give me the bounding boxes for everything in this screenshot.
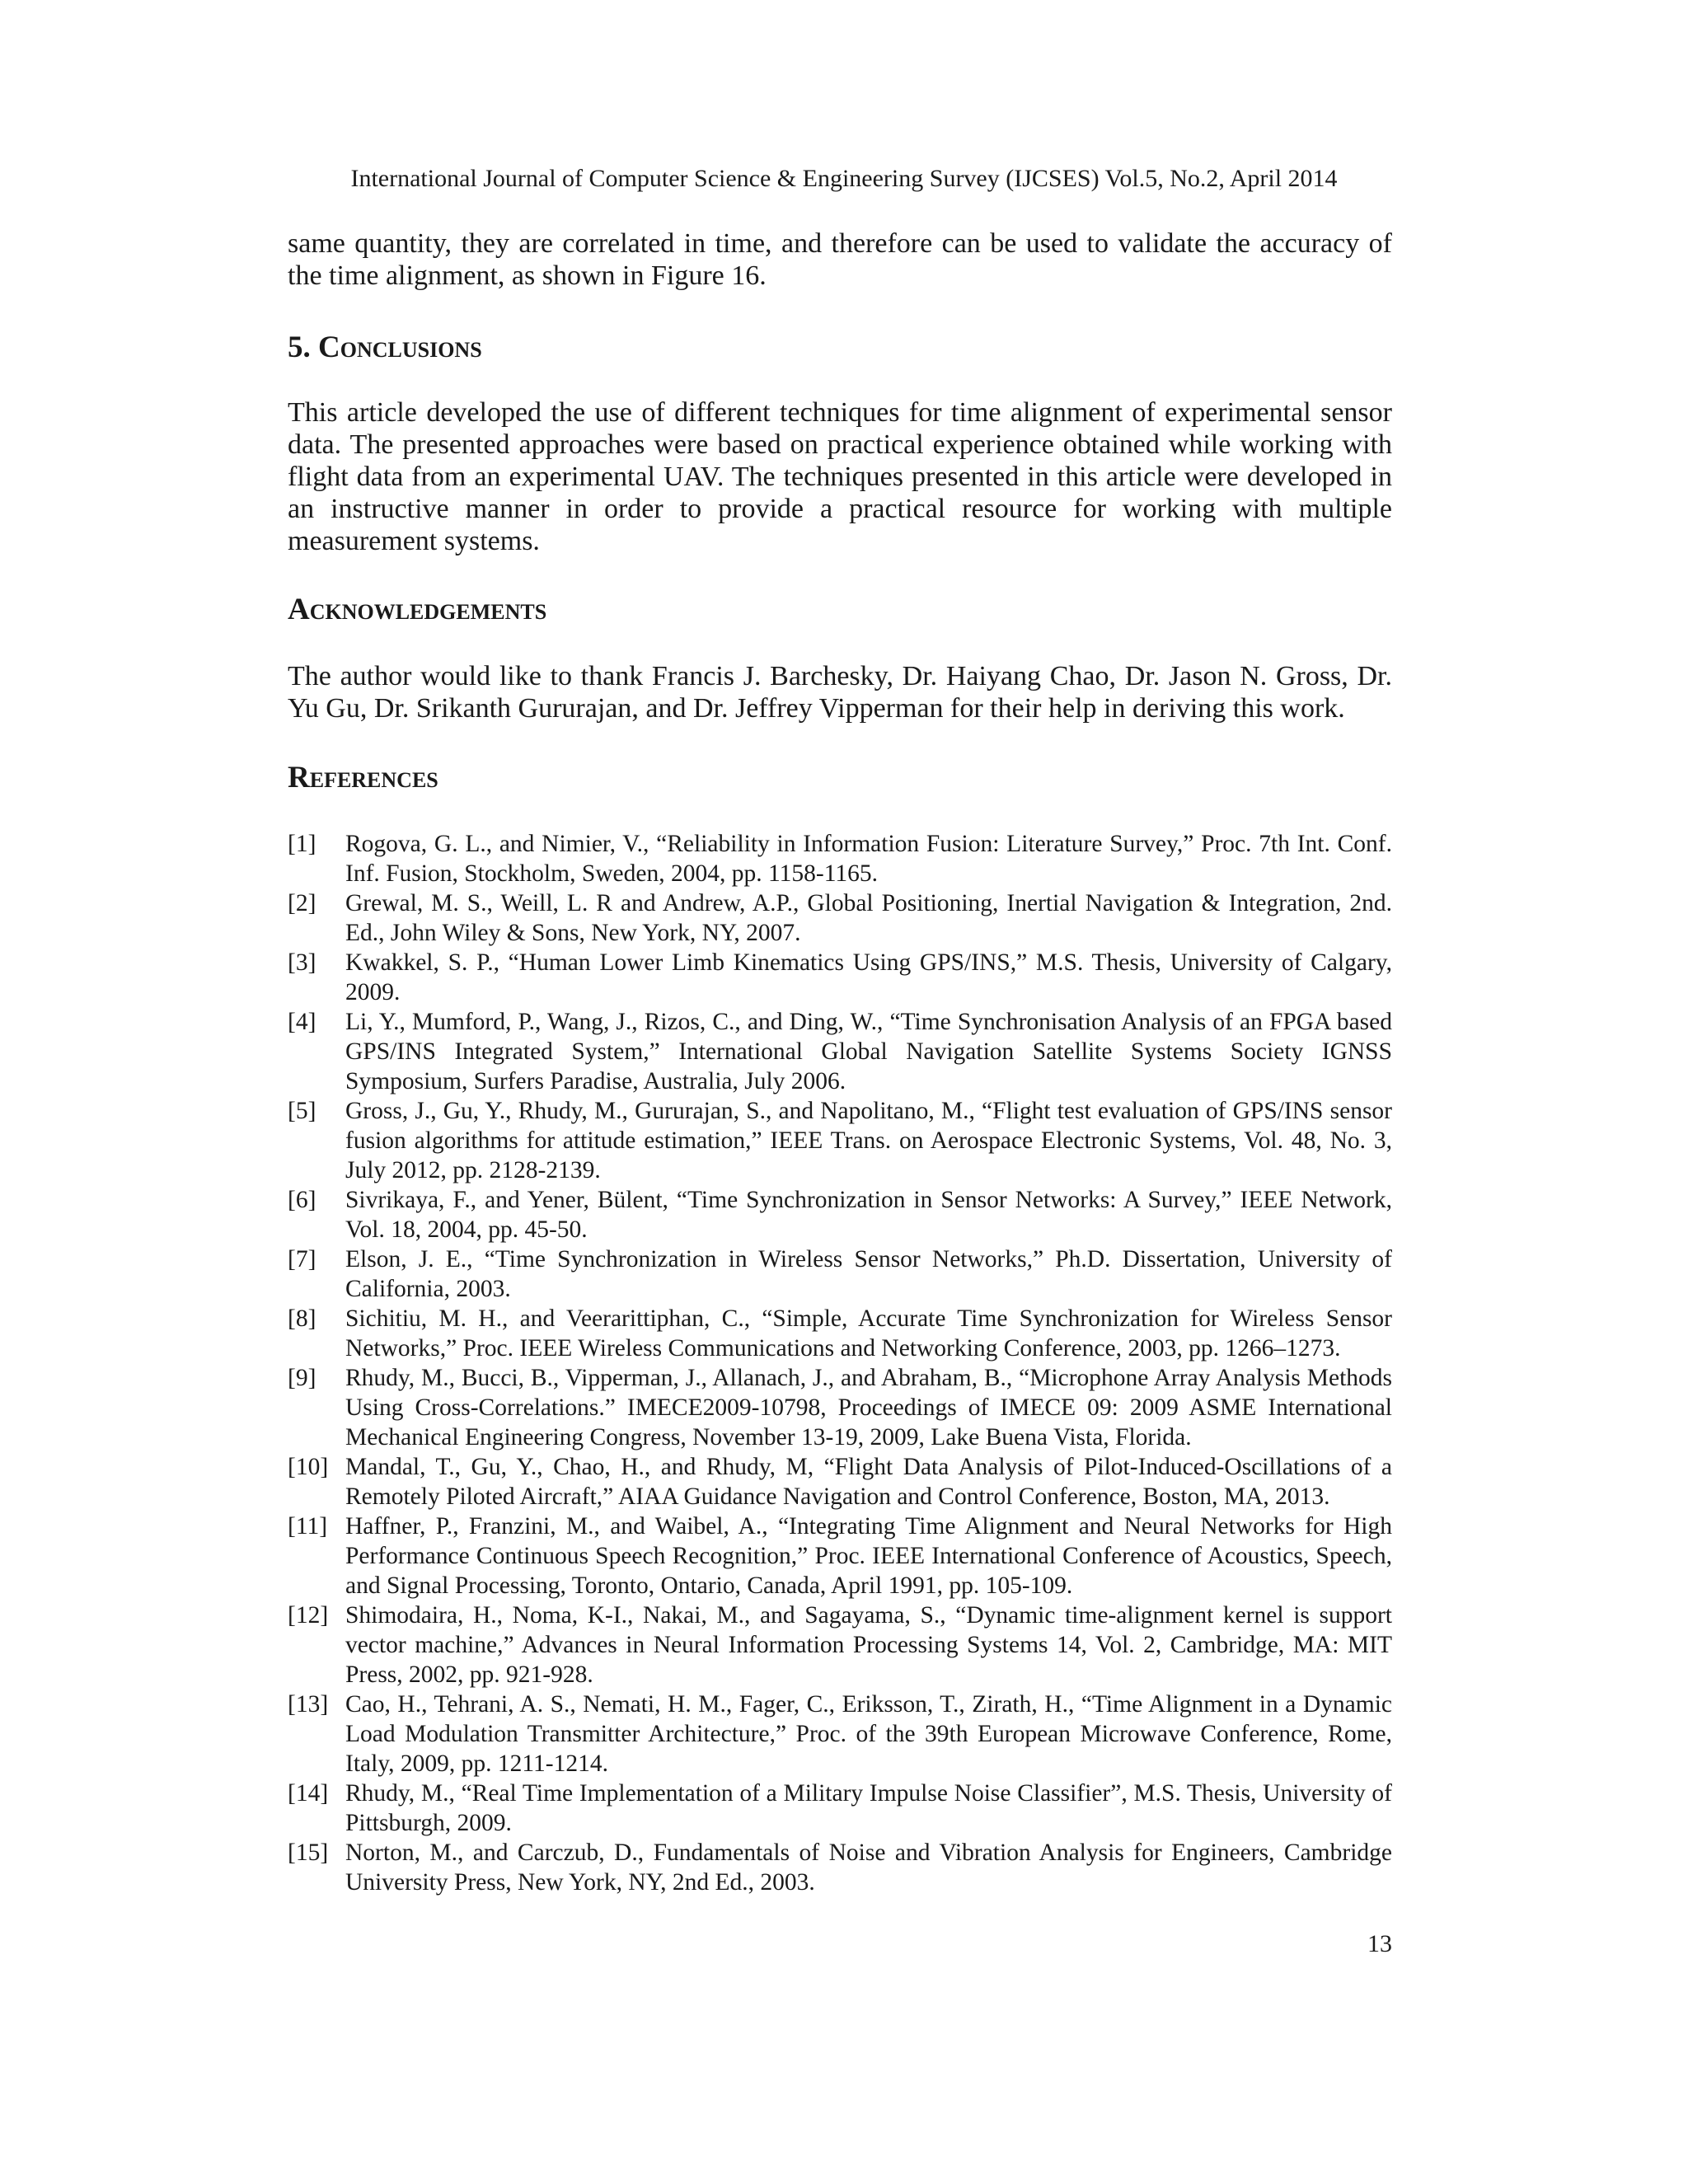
reference-number: [6] (288, 1187, 316, 1213)
reference-text: Grewal, M. S., Weill, L. R and Andrew, A.P., Global Positioning, Inertial Navigation & Integration, 2nd. Ed., John Wiley & Sons, New York, NY, 2007. (345, 890, 1392, 946)
reference-number: [13] (288, 1691, 329, 1718)
reference-number: [3] (288, 949, 316, 976)
reference-text: Rogova, G. L., and Nimier, V., “Reliability in Information Fusion: Literature Survey,” Proc. 7th Int. Conf. Inf. Fusion, Stockholm, Sweden, 2004, pp. 1158-1165. (345, 831, 1392, 887)
reference-number: [14] (288, 1780, 329, 1807)
reference-item (288, 1363, 1392, 1452)
reference-list (288, 829, 1392, 1897)
reference-item (288, 1452, 1392, 1511)
intro-paragraph: same quantity, they are correlated in time, and therefore can be used to validate the accuracy of the time alignment, as shown in Figure 16. (288, 228, 1392, 291)
reference-item (288, 888, 1392, 948)
reference-number: [9] (288, 1365, 316, 1391)
reference-text: Rhudy, M., Bucci, B., Vipperman, J., Allanach, J., and Abraham, B., “Microphone Array Analysis Methods Using Cross-Correlations.” IMECE2009-10798, Proceedings of IMECE 09: 2009 ASME International Mechanical Engineering Congress, November 13-19, 2009, Lake Buena Vista, Florida. (345, 1365, 1392, 1451)
references-heading: References (288, 761, 438, 794)
reference-item (288, 1304, 1392, 1363)
reference-number: [2] (288, 890, 316, 916)
reference-item (288, 1007, 1392, 1096)
reference-text: Haffner, P., Franzini, M., and Waibel, A., “Integrating Time Alignment and Neural Networks for High Performance Continuous Speech Recognition,” Proc. IEEE International Conference of Acoustics, Speech, and Signal Processing, Toronto, Ontario, Canada, April 1991, pp. 105-109. (345, 1513, 1392, 1599)
reference-number: [15] (288, 1840, 329, 1866)
reference-number: [8] (288, 1305, 316, 1332)
reference-number: [12] (288, 1602, 329, 1629)
reference-item (288, 1511, 1392, 1601)
reference-number: [1] (288, 831, 316, 857)
reference-text: Norton, M., and Carczub, D., Fundamentals of Noise and Vibration Analysis for Engineers, Cambridge University Press, New York, NY, 2nd Ed., 2003. (345, 1840, 1392, 1896)
reference-text: Elson, J. E., “Time Synchronization in Wireless Sensor Networks,” Ph.D. Dissertation, University of California, 2003. (345, 1246, 1392, 1302)
reference-item (288, 1779, 1392, 1838)
reference-number: [10] (288, 1454, 329, 1480)
reference-item (288, 1838, 1392, 1897)
reference-number: [11] (288, 1513, 328, 1540)
page-number: 13 (1367, 1930, 1392, 1957)
conclusions-paragraph: This article developed the use of different techniques for time alignment of experimental sensor data. The presented approaches were based on practical experience obtained while working with flight data from an experimental UAV. The techniques presented in this article were developed in an instructive manner in order to provide a practical resource for working with multiple measurement systems. (288, 397, 1392, 556)
running-header: International Journal of Computer Science & Engineering Survey (IJCSES) Vol.5, No.2, April 2014 (350, 165, 1338, 192)
reference-text: Rhudy, M., “Real Time Implementation of a Military Impulse Noise Classifier”, M.S. Thesis, University of Pittsburgh, 2009. (345, 1780, 1392, 1836)
reference-text: Sivrikaya, F., and Yener, Bülent, “Time Synchronization in Sensor Networks: A Survey,” IEEE Network, Vol. 18, 2004, pp. 45-50. (345, 1187, 1392, 1243)
reference-text: Gross, J., Gu, Y., Rhudy, M., Gururajan, S., and Napolitano, M., “Flight test evaluation of GPS/INS sensor fusion algorithms for attitude estimation,” IEEE Trans. on Aerospace Electronic Systems, Vol. 48, No. 3, July 2012, pp. 2128-2139. (345, 1098, 1392, 1183)
reference-text: Shimodaira, H., Noma, K-I., Nakai, M., and Sagayama, S., “Dynamic time-alignment kernel is support vector machine,” Advances in Neural Information Processing Systems 14, Vol. 2, Cambridge, MA: MIT Press, 2002, pp. 921-928. (345, 1602, 1392, 1688)
conclusions-heading: 5. Conclusions (288, 330, 482, 364)
reference-text: Mandal, T., Gu, Y., Chao, H., and Rhudy, M, “Flight Data Analysis of Pilot-Induced-Oscillations of a Remotely Piloted Aircraft,” AIAA Guidance Navigation and Control Conference, Boston, MA, 2013. (345, 1454, 1392, 1510)
reference-item (288, 1690, 1392, 1779)
reference-number: [5] (288, 1098, 316, 1124)
reference-text: Li, Y., Mumford, P., Wang, J., Rizos, C., and Ding, W., “Time Synchronisation Analysis of an FPGA based GPS/INS Integrated System,” International Global Navigation Satellite Systems Society IGNSS Symposium, Surfers Paradise, Australia, July 2006. (345, 1009, 1392, 1094)
acknowledgements-paragraph: The author would like to thank Francis J. Barchesky, Dr. Haiyang Chao, Dr. Jason N. Gross, Dr. Yu Gu, Dr. Srikanth Gururajan, and Dr. Jeffrey Vipperman for their help in deriving this work. (288, 661, 1392, 724)
reference-number: [4] (288, 1009, 316, 1035)
reference-item (288, 1185, 1392, 1244)
reference-item (288, 1601, 1392, 1690)
reference-item (288, 829, 1392, 888)
reference-text: Cao, H., Tehrani, A. S., Nemati, H. M., Fager, C., Eriksson, T., Zirath, H., “Time Alignment in a Dynamic Load Modulation Transmitter Architecture,” Proc. of the 39th European Microwave Conference, Rome, Italy, 2009, pp. 1211-1214. (345, 1691, 1392, 1777)
acknowledgements-heading: Acknowledgements (288, 593, 547, 626)
reference-text: Kwakkel, S. P., “Human Lower Limb Kinematics Using GPS/INS,” M.S. Thesis, University of Calgary, 2009. (345, 949, 1392, 1005)
reference-number: [7] (288, 1246, 316, 1272)
reference-text: Sichitiu, M. H., and Veerarittiphan, C., “Simple, Accurate Time Synchronization for Wireless Sensor Networks,” Proc. IEEE Wireless Communications and Networking Conference, 2003, pp. 1266–1273. (345, 1305, 1392, 1361)
reference-item (288, 1096, 1392, 1185)
reference-item (288, 948, 1392, 1007)
reference-item (288, 1244, 1392, 1304)
